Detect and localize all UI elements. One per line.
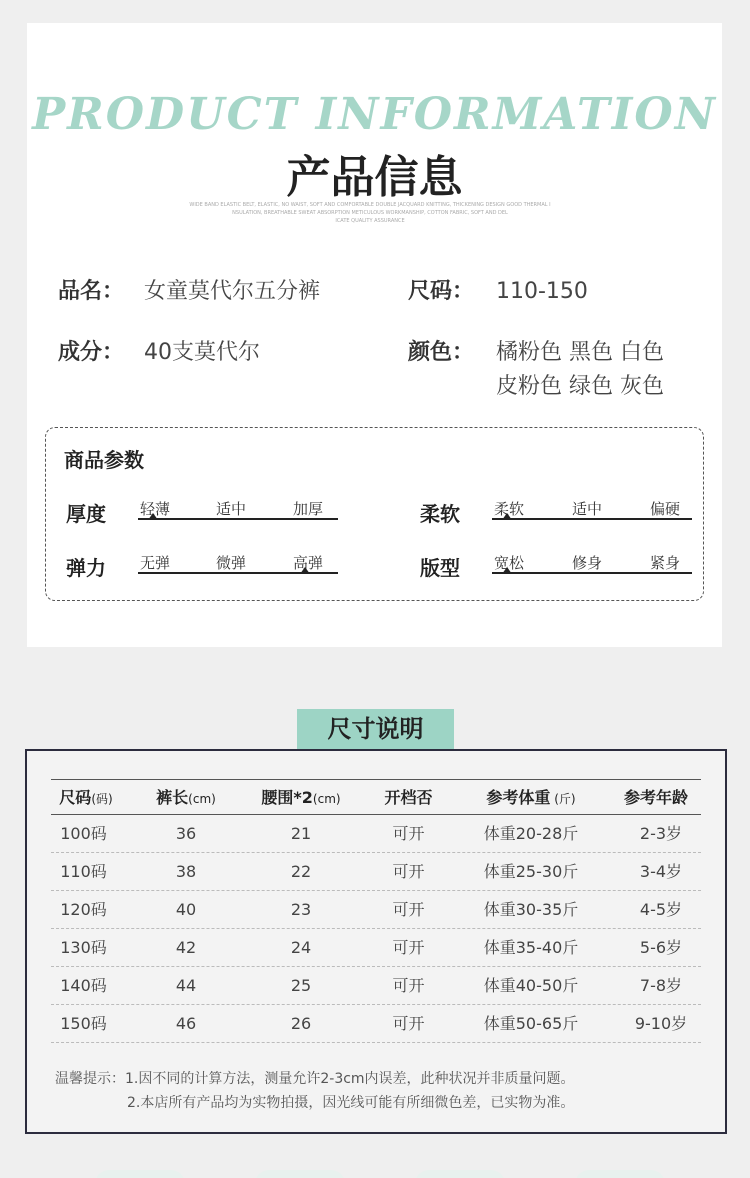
product-info-card <box>27 23 722 647</box>
color-label: 颜色： <box>408 340 475 365</box>
material-row <box>58 336 260 370</box>
chinese-title: 产品信息 <box>286 152 463 203</box>
header-weight: 参考体重 (斤) <box>486 788 576 807</box>
note-line-2: 2.本店所有产品均为实物拍摄，因光线可能有所细微色差，已实物为准。 <box>127 1095 575 1111</box>
table-row: 150码 46 26 可开 体重50-65斤 9-10岁 <box>51 1005 701 1043</box>
header-crotch: 开档否 <box>384 788 433 807</box>
note-line-1: 温馨提示：1.因不同的计算方法，测量允许2-3cm内误差，此种状况并非质量问题。 <box>55 1071 575 1087</box>
size-chart-box <box>25 749 727 1134</box>
softness-scale <box>492 498 692 520</box>
decoration <box>575 1170 665 1178</box>
product-name-row <box>58 275 320 309</box>
thickness-label: 厚度 <box>66 502 106 526</box>
softness-option: 适中 <box>572 500 603 518</box>
params-title: 商品参数 <box>64 448 144 472</box>
elasticity-option: 微弹 <box>216 554 247 572</box>
header-size: 尺码(码) <box>59 788 113 807</box>
thickness-marker <box>148 513 158 520</box>
softness-marker <box>502 513 512 520</box>
product-name-label: 品名： <box>58 279 125 304</box>
elasticity-option: 高弹 <box>293 554 324 572</box>
table-row: 140码 44 25 可开 体重40-50斤 7-8岁 <box>51 967 701 1005</box>
material-value: 40支莫代尔 <box>144 340 260 365</box>
thickness-option: 轻薄 <box>140 500 171 518</box>
decoration <box>255 1170 345 1178</box>
decoration <box>415 1170 505 1178</box>
header-length: 裤长(cm) <box>156 788 216 807</box>
softness-option: 柔软 <box>494 500 525 518</box>
english-title: PRODUCT INFORMATION <box>32 89 717 140</box>
table-row: 120码 40 23 可开 体重30-35斤 4-5岁 <box>51 891 701 929</box>
fit-option: 宽松 <box>494 554 525 572</box>
fit-option: 紧身 <box>650 554 681 572</box>
size-range-row <box>408 275 588 309</box>
elasticity-scale <box>138 552 338 574</box>
elasticity-label: 弹力 <box>66 556 106 580</box>
elasticity-marker <box>300 567 310 574</box>
size-chart-title: 尺寸说明 <box>297 709 454 749</box>
table-row: 130码 42 24 可开 体重35-40斤 5-6岁 <box>51 929 701 967</box>
size-label: 尺码： <box>408 279 475 304</box>
fine-print: WIDE BAND ELASTIC BELT, ELASTIC, NO WAIST, SOFT AND COMFORTABLE DOUBLE JACQUARD KNITTING, THICKENING DESIGN GOOD THERMAL I NSULATION, BREATHABLE SWEAT ABSORPTION METICULOUS WORKMANSHIP, COTTON FABRIC, SOFT AND DEL ICATE QUALITY ASSURANCE <box>189 202 551 224</box>
material-label: 成分： <box>58 340 125 365</box>
color-row <box>408 336 664 404</box>
header-waist: 腰围*2(cm) <box>261 788 341 807</box>
thickness-option: 适中 <box>216 500 247 518</box>
header-age: 参考年龄 <box>623 788 688 807</box>
fit-option: 修身 <box>572 554 603 572</box>
color-values: 橘粉色 黑色 白色 皮粉色 绿色 灰色 <box>496 340 664 399</box>
fit-label: 版型 <box>420 556 460 580</box>
decoration <box>95 1170 185 1178</box>
table-row: 100码 36 21 可开 体重20-28斤 2-3岁 <box>51 815 701 853</box>
elasticity-option: 无弹 <box>140 554 171 572</box>
size-table-header <box>51 779 701 815</box>
fit-marker <box>502 567 512 574</box>
softness-label: 柔软 <box>420 502 460 526</box>
size-value: 110-150 <box>496 279 588 304</box>
product-params-box <box>45 427 704 601</box>
softness-option: 偏硬 <box>650 500 681 518</box>
product-name-value: 女童莫代尔五分裤 <box>144 279 321 304</box>
table-row: 110码 38 22 可开 体重25-30斤 3-4岁 <box>51 853 701 891</box>
fit-scale <box>492 552 692 574</box>
thickness-scale <box>138 498 338 520</box>
thickness-option: 加厚 <box>293 500 324 518</box>
